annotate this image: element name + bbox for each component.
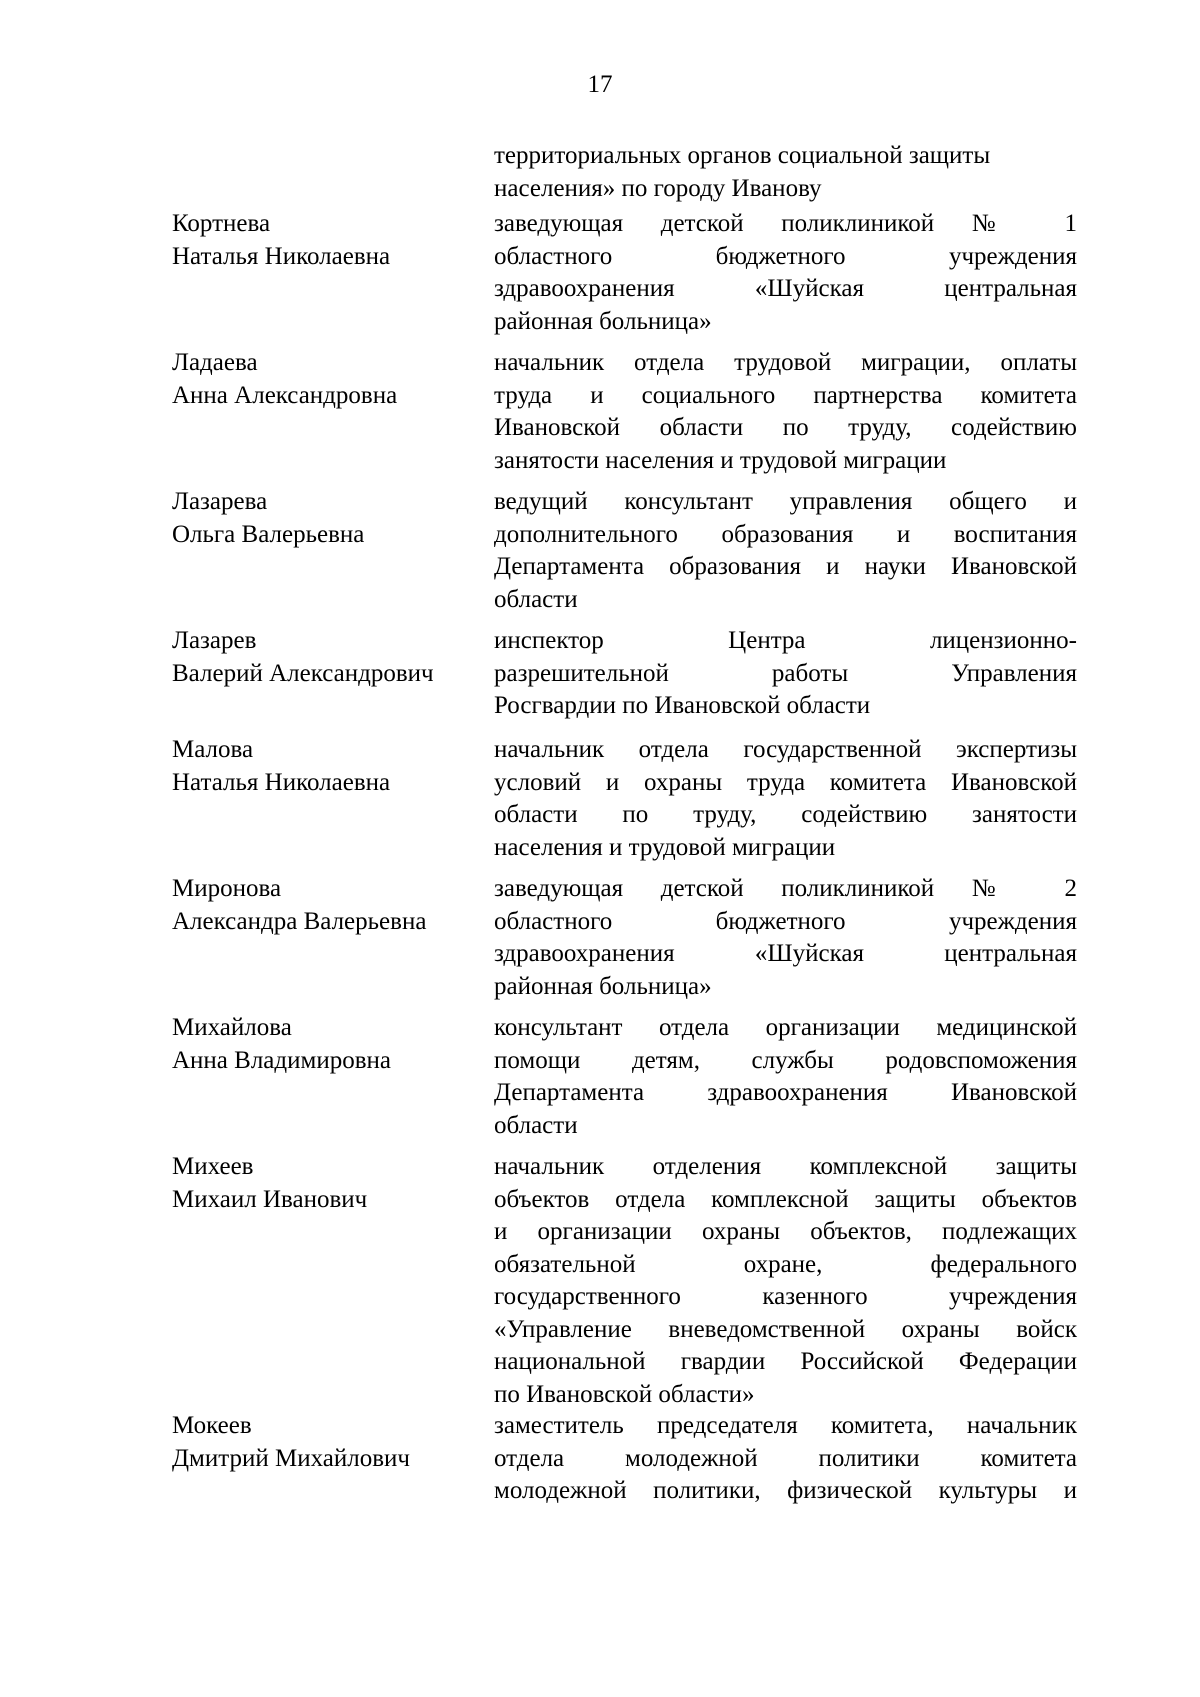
text-line: обязательной охране, федерального — [494, 1250, 1077, 1278]
text-line: здравоохранения «Шуйская центральная — [494, 275, 1077, 302]
text-line: населения» по городу Иванову — [494, 174, 822, 202]
text-line: заведующая детской поликлиникой № 2 — [494, 875, 1077, 902]
text-line: условий и охраны труда комитета Ивановской — [494, 768, 1077, 796]
text-line: Департамента образования и науки Ивановской — [494, 553, 1077, 580]
text-line: начальник отделения комплексной защиты — [494, 1153, 1077, 1180]
continued-position-text — [494, 140, 1077, 205]
text-line: Департамента здравоохранения Ивановской — [494, 1079, 1077, 1106]
member-surname: Лазарев — [172, 627, 257, 654]
member-name — [172, 734, 472, 799]
text-line: «Управление вневедомственной охраны войск — [494, 1315, 1077, 1343]
text-line: Росгвардии по Ивановской области — [494, 692, 871, 719]
text-line: области по труду, содействию занятости — [494, 801, 1077, 828]
member-position — [494, 873, 1077, 1003]
member-given-names: Анна Александровна — [172, 381, 398, 409]
text-line: заведующая детской поликлиникой № 1 — [494, 210, 1077, 237]
text-line: объектов отдела комплексной защиты объектов — [494, 1185, 1077, 1213]
text-line: государственного казенного учреждения — [494, 1283, 1077, 1310]
page-number: 17 — [587, 71, 613, 98]
member-given-names: Александра Валерьевна — [172, 907, 427, 935]
member-name — [172, 486, 472, 551]
text-line: консультант отдела организации медицинской — [494, 1014, 1077, 1041]
member-given-names: Анна Владимировна — [172, 1046, 391, 1074]
member-given-names: Михаил Иванович — [172, 1185, 368, 1213]
text-line: по Ивановской области» — [494, 1380, 755, 1408]
text-line: ведущий консультант управления общего и — [494, 488, 1077, 515]
text-line: национальной гвардии Российской Федерации — [494, 1348, 1077, 1375]
text-line: областного бюджетного учреждения — [494, 242, 1077, 270]
member-surname: Ладаева — [172, 349, 258, 376]
member-surname: Лазарева — [172, 488, 268, 515]
text-line: начальник отдела государственной экспертизы — [494, 736, 1077, 763]
member-surname: Миронова — [172, 875, 282, 902]
member-name — [172, 208, 472, 273]
text-line: помощи детям, службы родовспоможения — [494, 1046, 1077, 1074]
member-name — [172, 625, 472, 690]
member-position — [494, 1012, 1077, 1142]
text-line: населения и трудовой миграции — [494, 833, 836, 861]
text-line: районная больница» — [494, 972, 712, 1000]
text-line: молодежной политики, физической культуры и — [494, 1477, 1077, 1504]
text-line: инспектор Центра лицензионно- — [494, 627, 1077, 654]
member-position — [494, 486, 1077, 616]
member-position — [494, 347, 1077, 477]
member-name — [172, 873, 472, 938]
member-position — [494, 625, 1077, 723]
member-position — [494, 208, 1077, 338]
text-line: территориальных органов социальной защиты — [494, 142, 991, 169]
text-line: области — [494, 1111, 578, 1139]
member-name — [172, 1410, 472, 1475]
member-surname: Малова — [172, 736, 254, 763]
member-surname: Михеев — [172, 1153, 254, 1180]
member-position — [494, 1151, 1077, 1411]
member-given-names: Наталья Николаевна — [172, 242, 391, 270]
member-position — [494, 1410, 1077, 1508]
text-line: областного бюджетного учреждения — [494, 907, 1077, 935]
member-position — [494, 734, 1077, 864]
text-line: труда и социального партнерства комитета — [494, 381, 1077, 409]
text-line: заместитель председателя комитета, начальник — [494, 1412, 1077, 1439]
text-line: области — [494, 585, 578, 613]
text-line: дополнительного образования и воспитания — [494, 520, 1077, 548]
member-given-names: Ольга Валерьевна — [172, 520, 365, 548]
text-line: занятости населения и трудовой миграции — [494, 446, 947, 474]
text-line: разрешительной работы Управления — [494, 659, 1077, 687]
member-name — [172, 347, 472, 412]
text-line: здравоохранения «Шуйская центральная — [494, 940, 1077, 967]
member-name — [172, 1151, 472, 1216]
member-given-names: Валерий Александрович — [172, 659, 434, 687]
text-line: начальник отдела трудовой миграции, оплаты — [494, 349, 1077, 376]
member-given-names: Дмитрий Михайлович — [172, 1444, 410, 1472]
text-line: районная больница» — [494, 307, 712, 335]
member-surname: Кортнева — [172, 210, 271, 237]
member-surname: Михайлова — [172, 1014, 292, 1041]
member-given-names: Наталья Николаевна — [172, 768, 391, 796]
member-surname: Мокеев — [172, 1412, 252, 1439]
text-line: Ивановской области по труду, содействию — [494, 414, 1077, 441]
member-name — [172, 1012, 472, 1077]
text-line: отдела молодежной политики комитета — [494, 1444, 1077, 1472]
text-line: и организации охраны объектов, подлежащих — [494, 1218, 1077, 1245]
